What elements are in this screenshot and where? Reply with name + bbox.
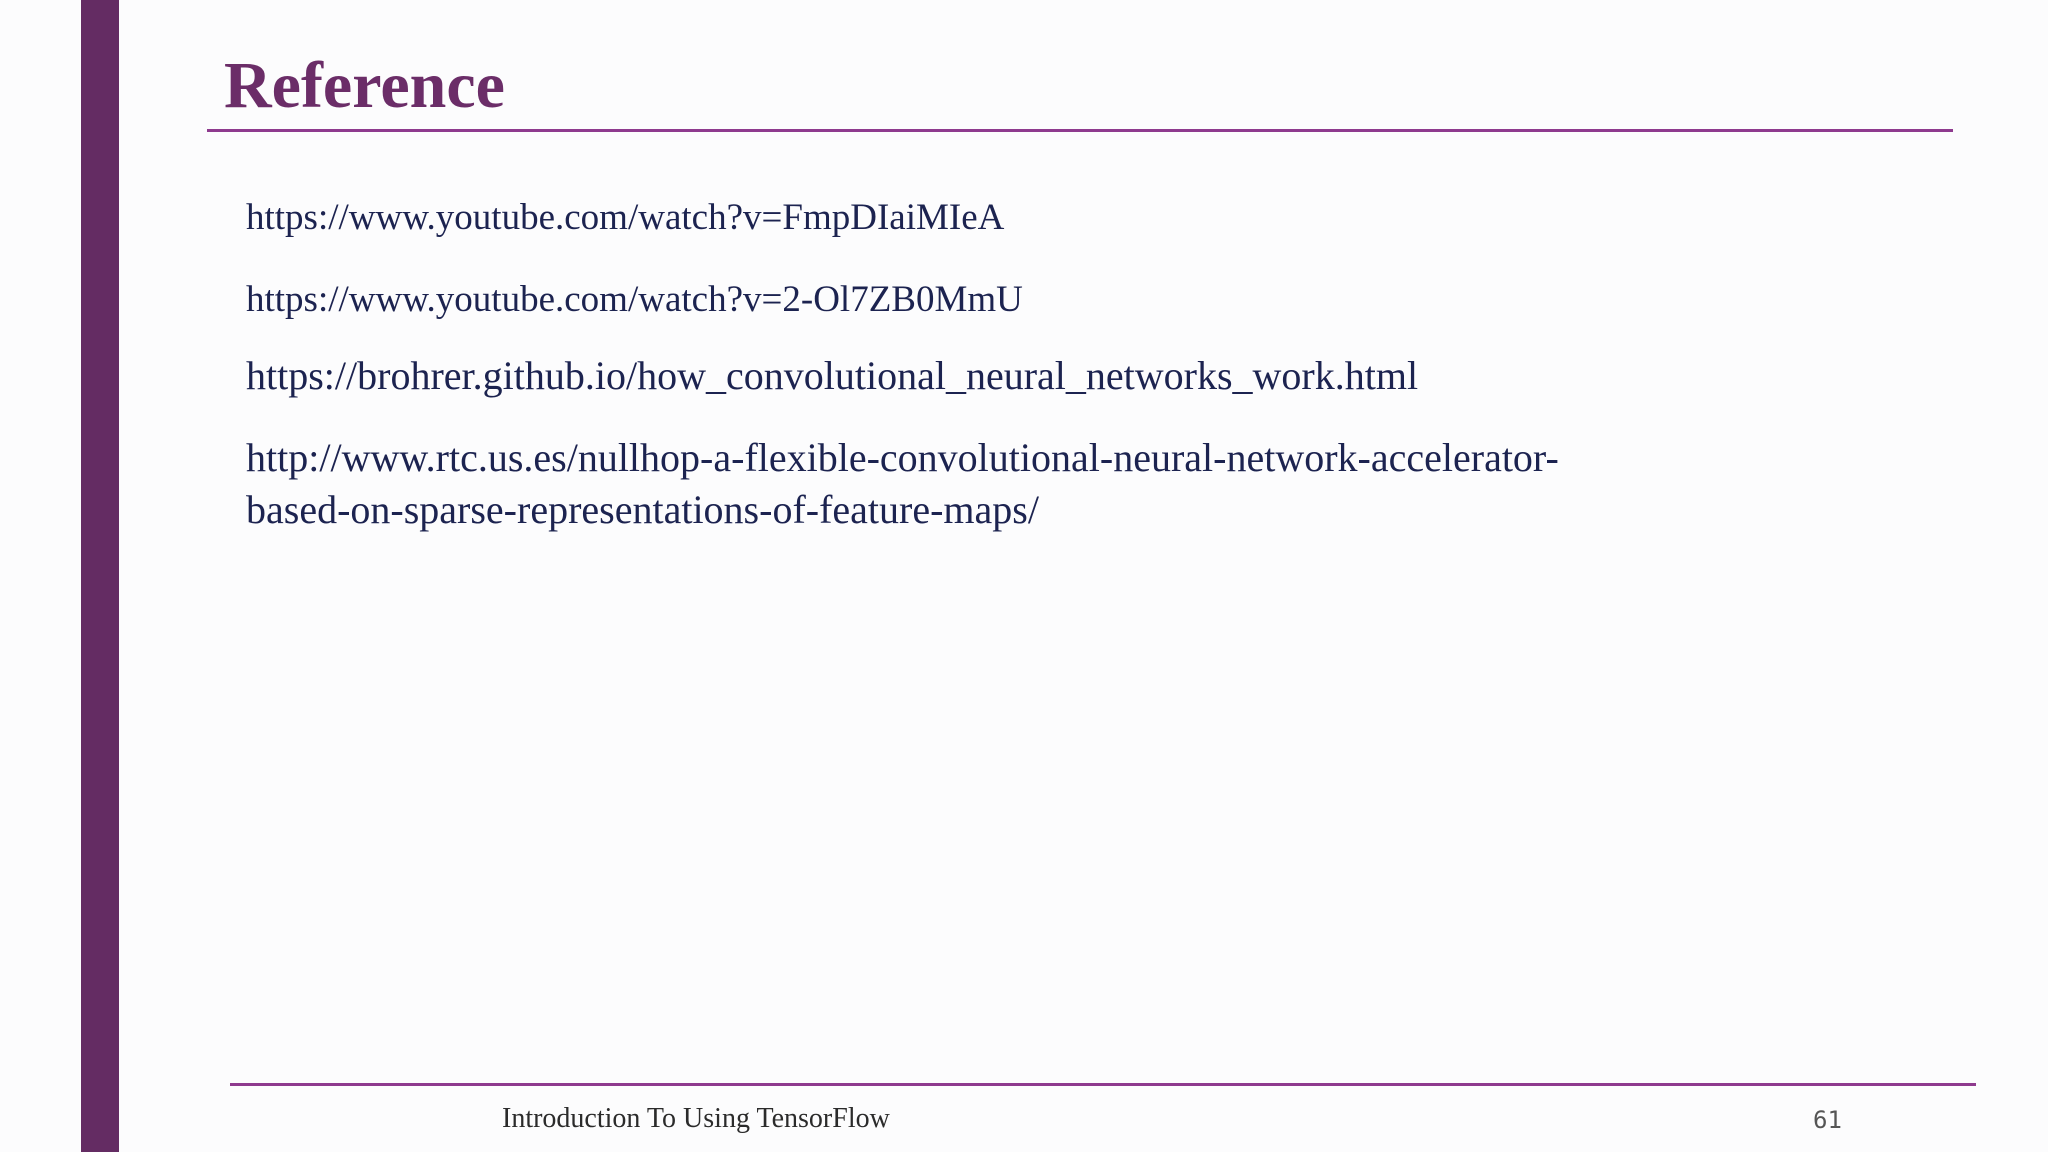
title-divider	[207, 129, 1953, 132]
reference-link-line-2: based-on-sparse-representations-of-feature-maps/	[246, 487, 1039, 532]
footer-title: Introduction To Using TensorFlow	[502, 1103, 890, 1134]
left-accent-bar	[81, 0, 119, 1152]
slide-title: Reference	[224, 49, 505, 122]
page-number: 61	[1813, 1106, 1842, 1134]
reference-link[interactable]: https://www.youtube.com/watch?v=FmpDIaiMIeA	[246, 197, 1005, 238]
footer-divider	[230, 1083, 1976, 1086]
reference-link[interactable]: https://brohrer.github.io/how_convolutional_neural_networks_work.html	[246, 353, 1419, 398]
reference-link-line-1: http://www.rtc.us.es/nullhop-a-flexible-convolutional-neural-network-accelerator-	[246, 435, 1559, 480]
reference-link[interactable]: https://www.youtube.com/watch?v=2-Ol7ZB0MmU	[246, 279, 1023, 320]
reference-link-multiline[interactable]	[246, 432, 1559, 536]
